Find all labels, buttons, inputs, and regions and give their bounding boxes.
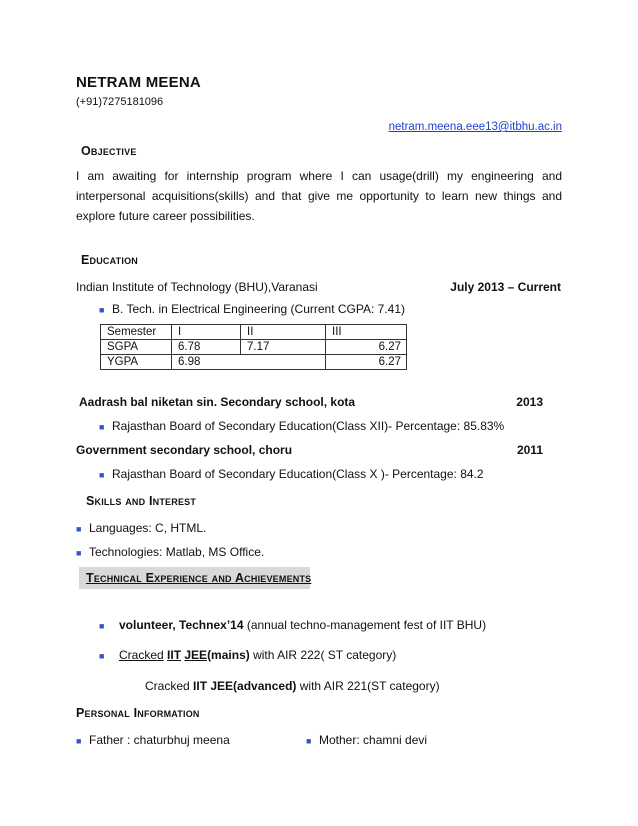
skills-technologies — [76, 545, 264, 559]
father-text: Father : chaturbhuj meena — [89, 733, 230, 747]
institute-dates: July 2013 – Current — [450, 280, 561, 294]
school-detail-text: Rajasthan Board of Secondary Education(Class XII)- Percentage: 85.83% — [112, 419, 505, 433]
skills-heading: Skills and Interest — [86, 494, 197, 508]
bullet-icon: ■ — [76, 548, 82, 558]
school-year-1: 2013 — [516, 395, 543, 409]
bullet-icon: ■ — [76, 736, 82, 746]
table-cell: II — [241, 325, 326, 340]
institute-name: Indian Institute of Technology (BHU),Varanasi — [76, 280, 318, 294]
table-row — [101, 355, 407, 370]
degree-item — [99, 302, 405, 316]
jee-mains-label: (mains) — [207, 648, 250, 662]
jee-mains-rest: with AIR 222( ST category) — [249, 648, 397, 662]
personal-mother — [306, 733, 427, 747]
candidate-name: NETRAM MEENA — [76, 74, 201, 91]
phone-number: (+91)7275181096 — [76, 96, 164, 108]
objective-heading: Objective — [81, 144, 137, 158]
table-cell: SGPA — [101, 340, 172, 355]
mother-text: Mother: chamni devi — [319, 733, 428, 747]
table-cell: Semester — [101, 325, 172, 340]
bullet-icon: ■ — [99, 422, 105, 432]
table-cell: 6.27 — [326, 340, 407, 355]
table-cell: 7.17 — [241, 340, 326, 355]
table-row — [101, 340, 407, 355]
technologies-text: Technologies: Matlab, MS Office. — [89, 545, 265, 559]
table-row — [101, 325, 407, 340]
school-name-2: Government secondary school, choru — [76, 443, 293, 457]
jee-adv-prefix: Cracked — [145, 679, 194, 693]
jee-mains-iit: IIT — [167, 648, 182, 662]
school-detail-2 — [99, 467, 484, 481]
table-cell: 6.98 — [172, 355, 326, 370]
table-cell: 6.27 — [326, 355, 407, 370]
bullet-icon: ■ — [99, 621, 105, 631]
achievement-volunteer — [99, 618, 486, 632]
volunteer-bold: volunteer, Technex’14 — [119, 618, 244, 632]
experience-heading-text: Technical Experience and Achievements — [86, 571, 312, 585]
bullet-icon: ■ — [99, 470, 105, 480]
personal-heading: Personal Information — [76, 706, 200, 720]
experience-heading — [86, 571, 311, 585]
achievement-jee-advanced — [145, 679, 440, 693]
education-heading: Education — [81, 253, 138, 267]
volunteer-rest: (annual techno-management fest of IIT BHU) — [243, 618, 487, 632]
table-cell: 6.78 — [172, 340, 241, 355]
jee-mains-prefix: Cracked — [119, 648, 164, 662]
grades-table — [100, 324, 407, 370]
email-link[interactable]: netram.meena.eee13@itbhu.ac.in — [388, 121, 562, 133]
school-detail-text: Rajasthan Board of Secondary Education(Class X )- Percentage: 84.2 — [112, 467, 484, 481]
table-cell: YGPA — [101, 355, 172, 370]
skills-languages — [76, 521, 206, 535]
jee-mains-jee: JEE — [184, 648, 208, 662]
bullet-icon: ■ — [99, 305, 105, 315]
personal-father — [76, 733, 230, 747]
languages-text: Languages: C, HTML. — [89, 521, 207, 535]
objective-text: I am awaiting for internship program where I can usage(drill) my engineering and interpersonal acquisitions(skills) and that give me opportunity to learn new things and explore future career possibilities. — [76, 169, 562, 223]
school-name-1: Aadrash bal niketan sin. Secondary school, kota — [79, 395, 356, 409]
table-cell: III — [326, 325, 407, 340]
jee-adv-rest: with AIR 221(ST category) — [296, 679, 440, 693]
school-detail-1 — [99, 419, 504, 433]
bullet-icon: ■ — [76, 524, 82, 534]
table-cell: I — [172, 325, 241, 340]
achievement-jee-mains — [99, 648, 396, 662]
school-year-2: 2011 — [516, 443, 543, 457]
bullet-icon: ■ — [306, 736, 312, 746]
bullet-icon: ■ — [99, 651, 105, 661]
degree-text: B. Tech. in Electrical Engineering (Current CGPA: 7.41) — [112, 302, 406, 316]
jee-adv-bold: IIT JEE(advanced) — [193, 679, 297, 693]
